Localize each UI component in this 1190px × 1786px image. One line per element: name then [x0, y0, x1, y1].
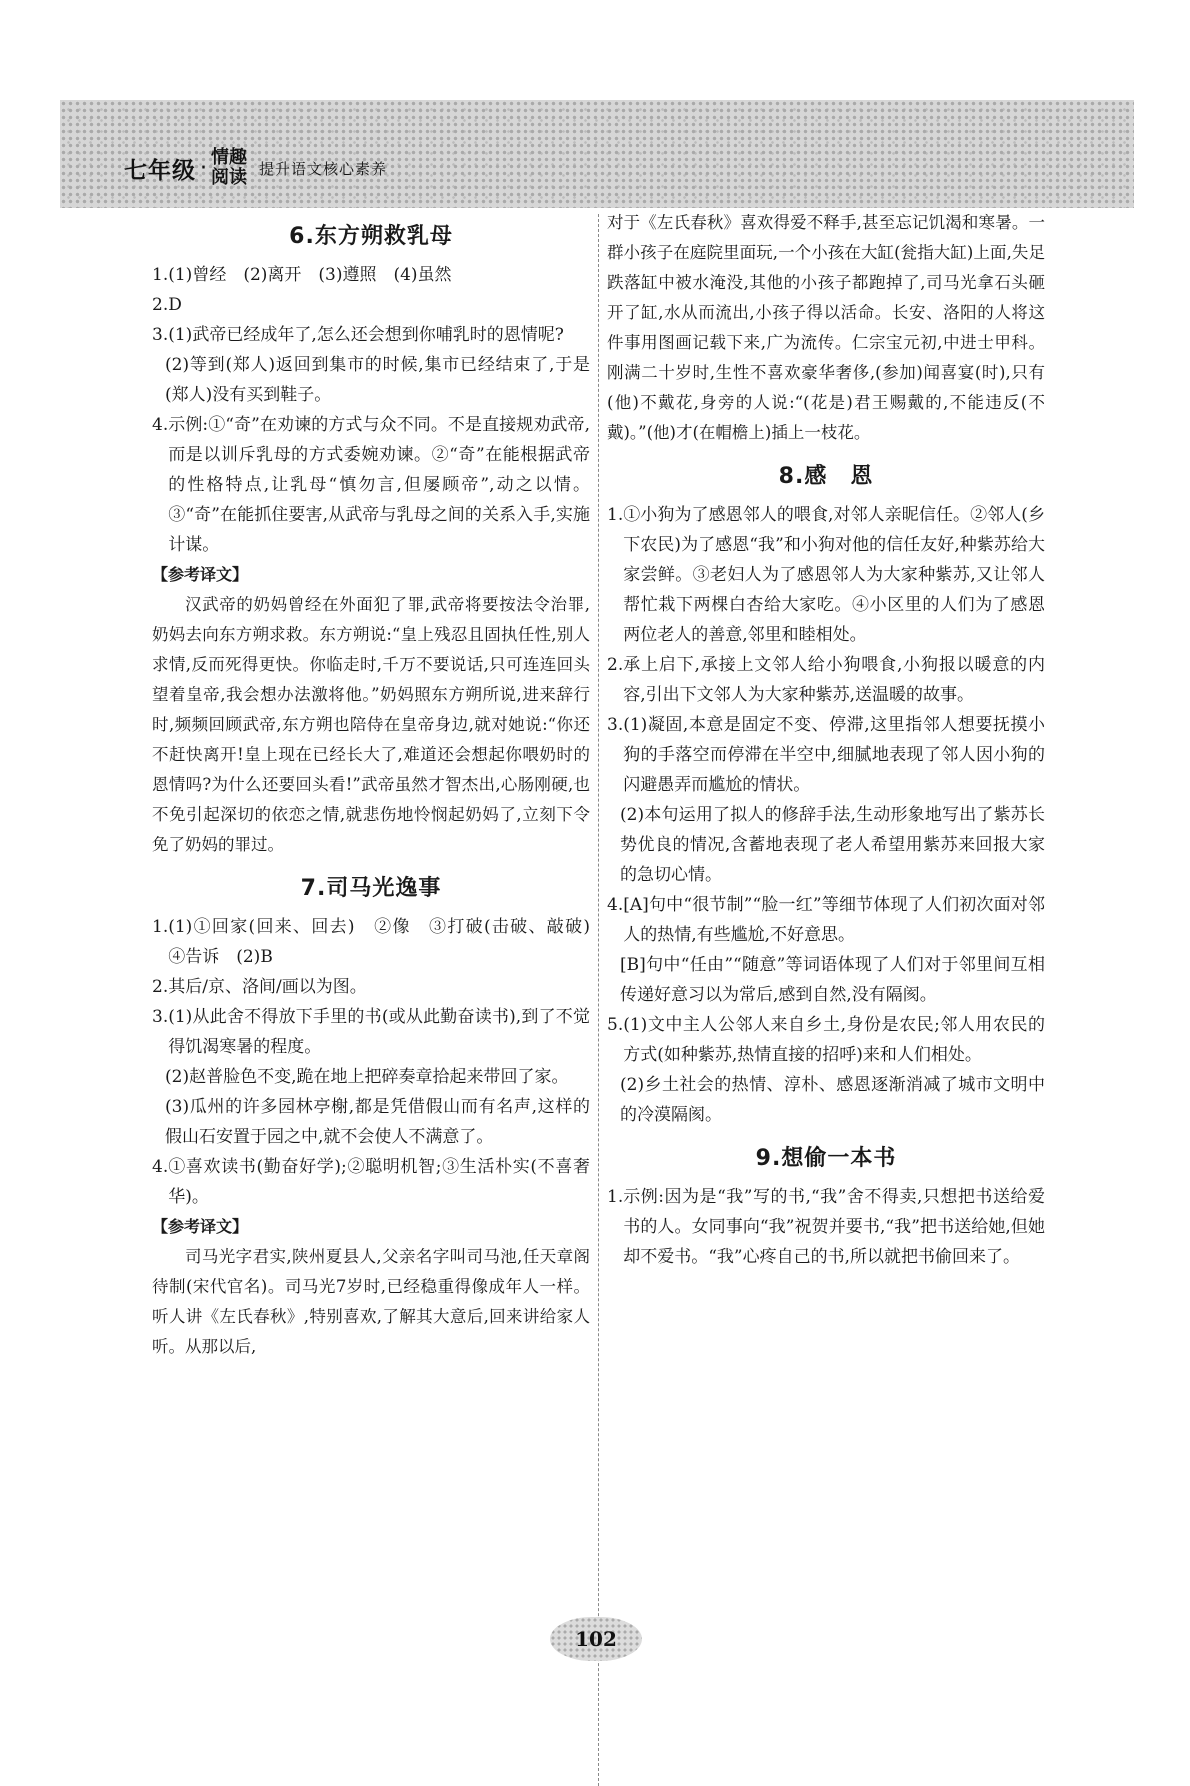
- brand-logo: 情趣 阅读: [211, 147, 247, 188]
- column-divider: [598, 214, 599, 1786]
- answer-item: 1. (1)曾经 (2)离开 (3)遵照 (4)虽然: [152, 265, 452, 285]
- answer-item: 4. ①喜欢读书(勤奋好学);②聪明机智;③生活朴实(不喜奢华)。: [152, 1157, 590, 1207]
- answer-item: 4. [A]句中“很节制”“脸一红”等细节体现了人们初次面对邻人的热情,有些尴尬,不好意思。: [607, 895, 1045, 945]
- answer-item: 3. (1)武帝已经成年了,怎么还会想到你哺乳时的恩情呢?: [152, 325, 564, 345]
- slogan: 提升语文核心素养: [259, 159, 388, 178]
- answer-subitem: (2)赵普脸色不变,跪在地上把碎奏章拾起来带回了家。: [165, 1067, 569, 1087]
- reference-translation: 汉武帝的奶妈曾经在外面犯了罪,武帝将要按法令治罪,奶妈去向东方朔求救。东方朔说:“皇上残忍且固执任性,别人求情,反而死得更快。你临走时,千万不要说话,只可连连回头望着皇帝,我会想办法激将他。”奶妈照东方朔所说,进来辞行时,频频回顾武帝,东方朔也陪侍在皇帝身边,就对她说:“你还不赶快离开!皇上现在已经长大了,难道还会想起你喂奶时的恩情吗?为什么还要回头看!”武帝虽然才智杰出,心肠刚硬,也不免引起深切的依恋之情,就悲伤地怜悯起奶妈了,立刻下令免了奶妈的罪过。: [152, 595, 590, 854]
- answer-item: 1. ①小狗为了感恩邻人的喂食,对邻人亲昵信任。②邻人(乡下农民)为了感恩“我”和小狗对他的信任友好,种紫苏给大家尝鲜。③老妇人为了感恩邻人为大家种紫苏,又让邻人帮忙栽下两棵白杏给大家吃。④小区里的人们为了感恩两位老人的善意,邻里和睦相处。: [607, 505, 1045, 645]
- series-brand: [124, 146, 387, 190]
- answer-item: 4. 示例:①“奇”在劝谏的方式与众不同。不是直接规劝武帝,而是以训斥乳母的方式委婉劝谏。②“奇”在能根据武帝的性格特点,让乳母“慎勿言,但屡顾帝”,动之以情。③“奇”在能抓住要害,从武帝与乳母之间的关系入手,实施计谋。: [152, 415, 590, 555]
- left-column: [152, 208, 607, 1362]
- answer-subitem: (2)本句运用了拟人的修辞手法,生动形象地写出了紫苏长势优良的情况,含蓄地表现了老人希望用紫苏来回报大家的急切心情。: [620, 805, 1045, 885]
- answer-item: 5. (1)文中主人公邻人来自乡土,身份是农民;邻人用农民的方式(如种紫苏,热情直接的招呼)来和人们相处。: [607, 1015, 1045, 1065]
- grade-label: 七年级: [124, 157, 196, 184]
- answer-item: 2. 承上启下,承接上文邻人给小狗喂食,小狗报以暖意的内容,引出下文邻人为大家种紫苏,送温暖的故事。: [607, 655, 1045, 705]
- answer-item: 2. 其后/京、洛间/画以为图。: [152, 977, 367, 997]
- answer-subitem: (3)瓜州的许多园林亭榭,都是凭借假山而有名声,这样的假山石安置于园之中,就不会使人不满意了。: [165, 1097, 590, 1147]
- answer-subitem: (2)乡土社会的热情、淳朴、感恩逐渐消减了城市文明中的冷漠隔阂。: [620, 1075, 1045, 1125]
- section-title-8: 8.感 恩: [778, 464, 874, 489]
- answer-item: 2. D: [152, 295, 182, 315]
- section-title-6: 6.东方朔救乳母: [289, 224, 453, 249]
- reference-translation-heading: 【参考译文】: [152, 565, 249, 584]
- page-number: 102: [550, 1617, 642, 1661]
- reference-translation: 司马光字君实,陕州夏县人,父亲名字叫司马池,任天章阁待制(宋代官名)。司马光7岁时,已经稳重得像成年人一样。听人讲《左氏春秋》,特别喜欢,了解其大意后,回来讲给家人听。从那以后,: [152, 1247, 590, 1356]
- answer-item: 1. (1)①回家(回来、回去) ②像 ③打破(击破、敲破) ④告诉 (2)B: [152, 917, 607, 967]
- reference-translation-heading: 【参考译文】: [152, 1217, 249, 1236]
- answer-item: 1. 示例:因为是“我”写的书,“我”舍不得卖,只想把书送给爱书的人。女同事向“我”祝贺并要书,“我”把书送给她,但她却不爱书。“我”心疼自己的书,所以就把书偷回来了。: [607, 1187, 1045, 1267]
- section-title-7: 7.司马光逸事: [300, 876, 442, 901]
- answer-subitem: (2)等到(郑人)返回到集市的时候,集市已经结束了,于是(郑人)没有买到鞋子。: [165, 355, 590, 405]
- section-title-9: 9.想偷一本书: [755, 1146, 897, 1171]
- brand-separator: ·: [200, 155, 207, 181]
- answer-item: 3. (1)从此舍不得放下手里的书(或从此勤奋读书),到了不觉得饥渴寒暑的程度。: [152, 1007, 590, 1057]
- answer-subitem: [B]句中“任由”“随意”等词语体现了人们对于邻里间互相传递好意习以为常后,感到自然,没有隔阂。: [620, 955, 1045, 1005]
- right-column: [607, 208, 1045, 1272]
- reference-translation-continued: 对于《左氏春秋》喜欢得爱不释手,甚至忘记饥渴和寒暑。一群小孩子在庭院里面玩,一个小孩在大缸(瓮指大缸)上面,失足跌落缸中被水淹没,其他的小孩子都跑掉了,司马光拿石头砸开了缸,水从而流出,小孩子得以活命。长安、洛阳的人将这件事用图画记载下来,广为流传。仁宗宝元初,中进士甲科。刚满二十岁时,生性不喜欢豪华奢侈,(参加)闻喜宴(时),只有(他)不戴花,身旁的人说:“(花是)君王赐戴的,不能违反(不戴)。”(他)才(在帽檐上)插上一枝花。: [607, 213, 1045, 442]
- answer-item: 3. (1)凝固,本意是固定不变、停滞,这里指邻人想要抚摸小狗的手落空而停滞在半空中,细腻地表现了邻人因小狗的闪避愚弄而尴尬的情状。: [607, 715, 1045, 795]
